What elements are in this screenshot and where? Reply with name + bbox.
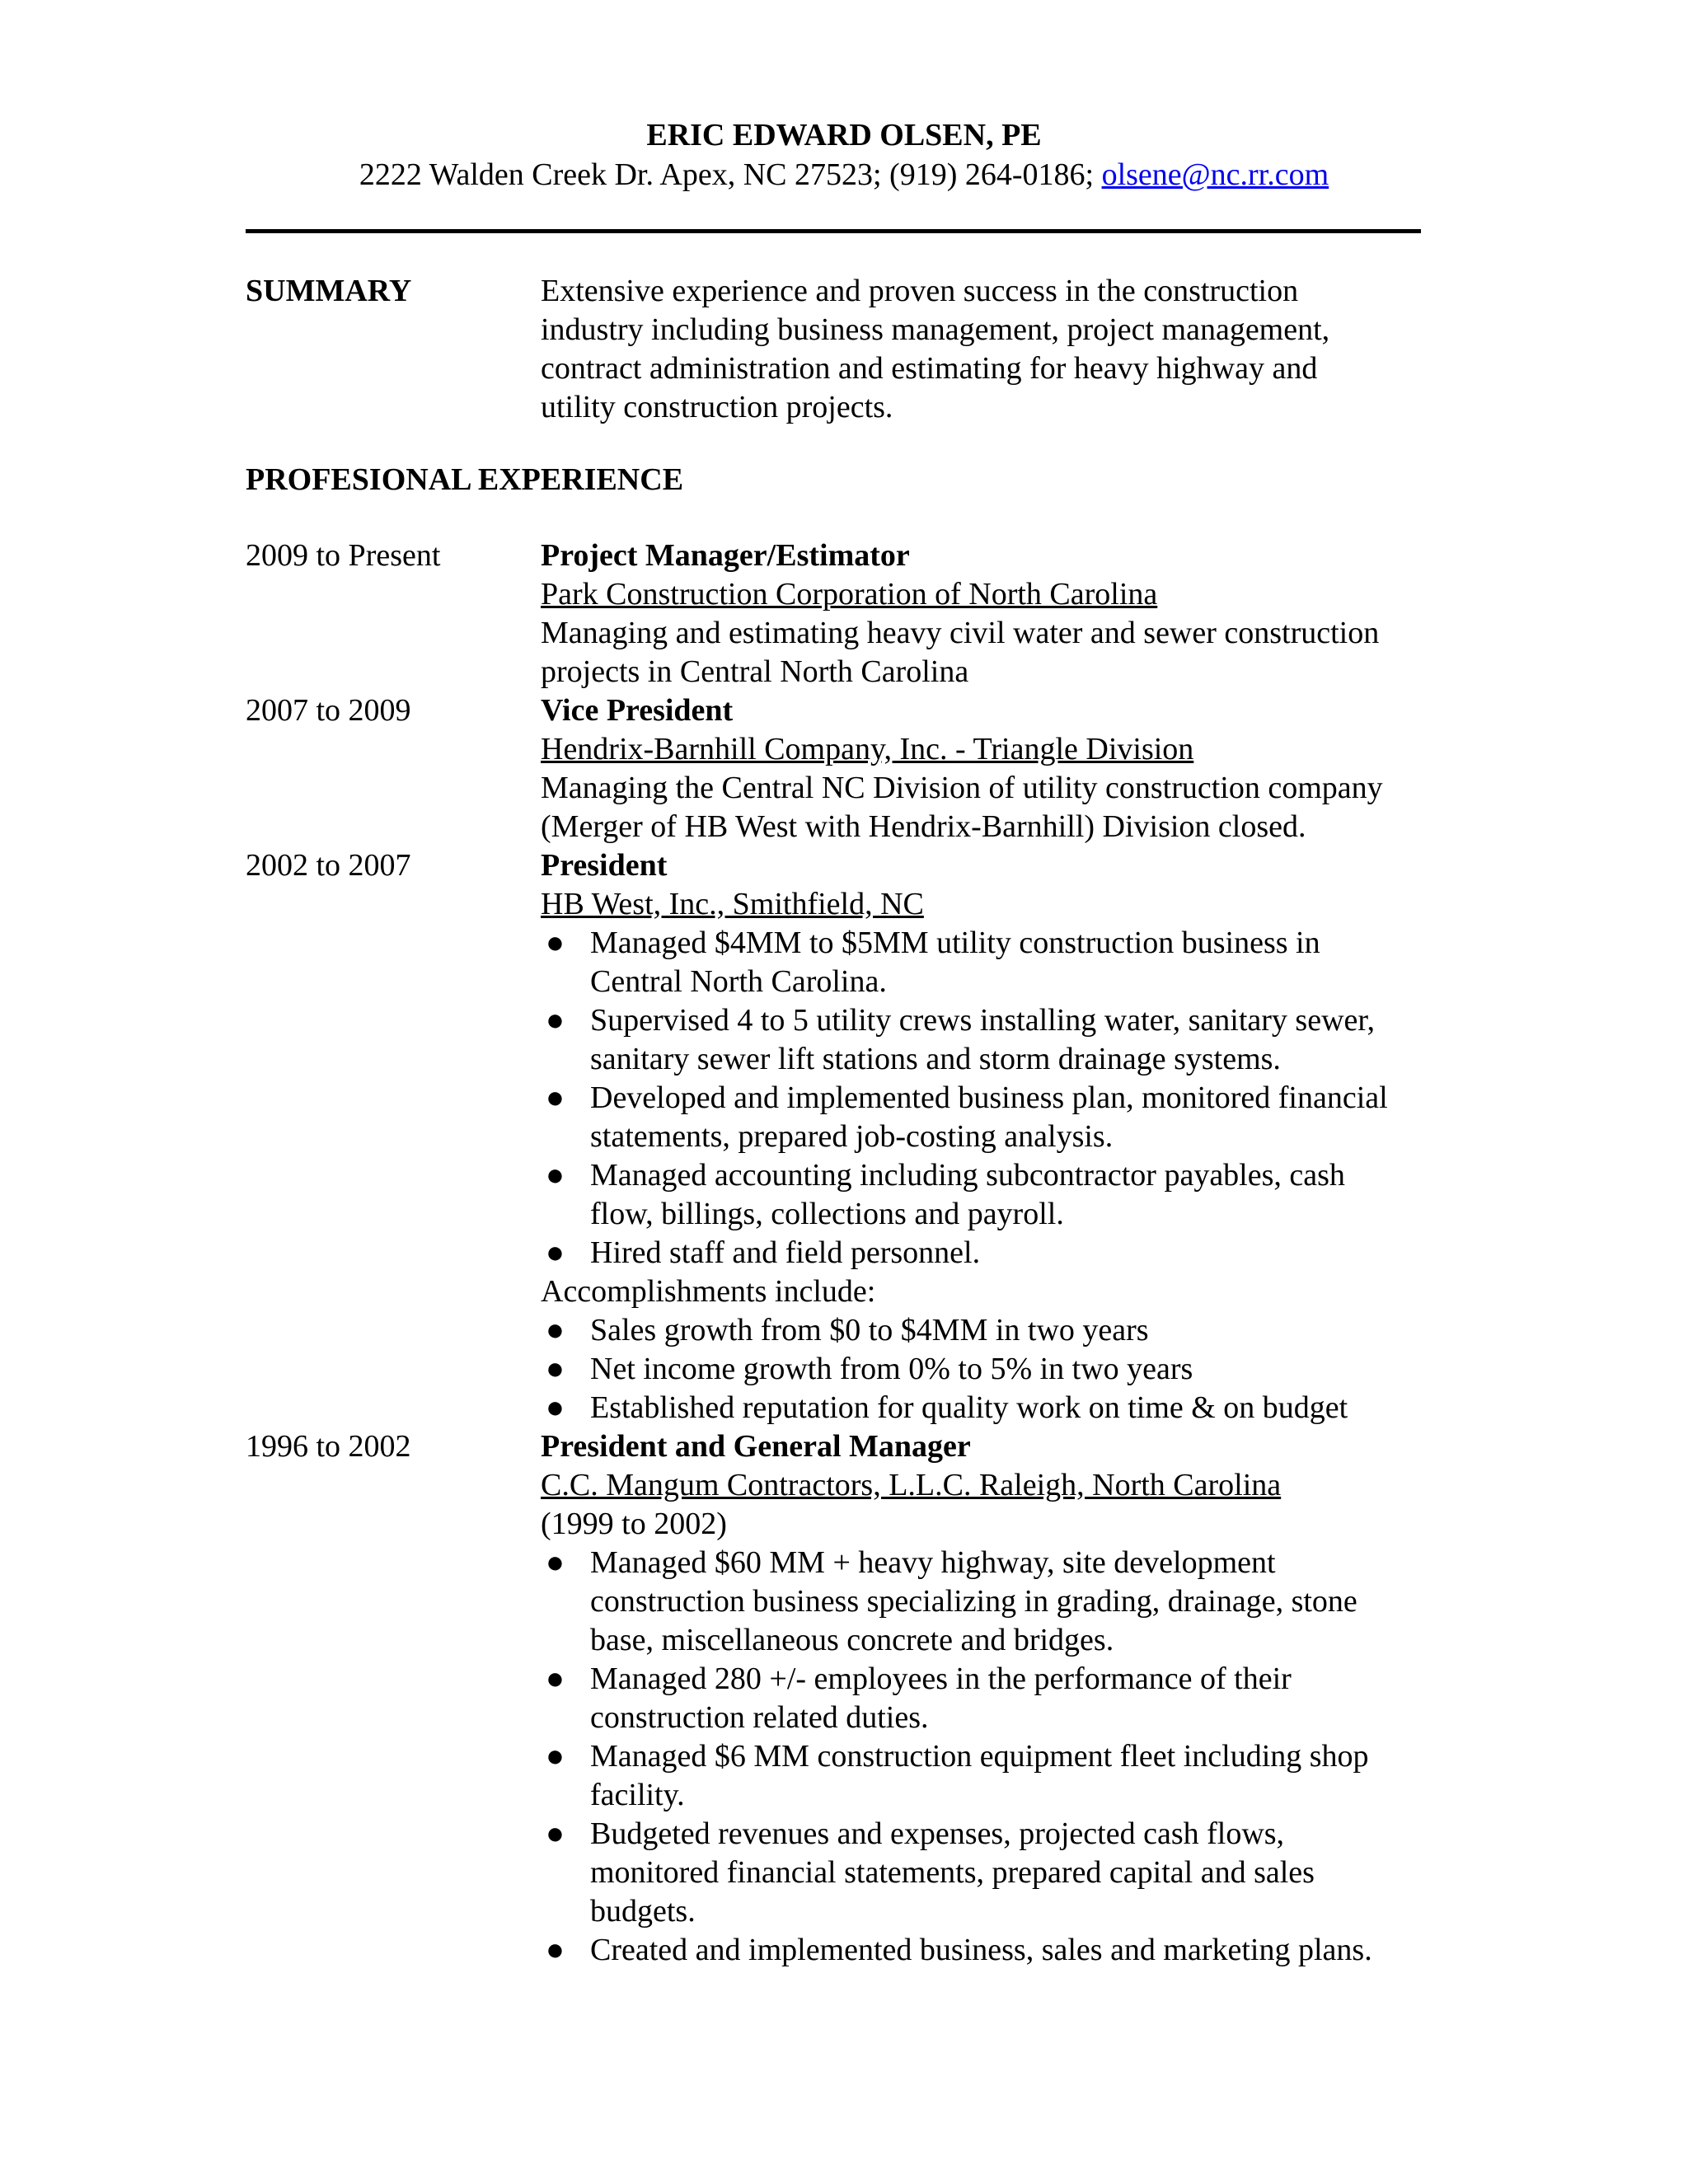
job-entry	[246, 691, 1424, 846]
bullet-icon: ●	[546, 1739, 565, 1774]
job-dates: 2007 to 2009	[246, 693, 411, 728]
bullet-icon: ●	[546, 1661, 565, 1696]
bullet-icon: ●	[546, 1080, 565, 1115]
list-item-text: base, miscellaneous concrete and bridges.	[590, 1623, 1114, 1657]
list-item	[541, 924, 1424, 1001]
list-item-text: Managed $6 MM construction equipment fleet including shop	[590, 1739, 1369, 1774]
list-item-text: Sales growth from $0 to $4MM in two years	[590, 1313, 1149, 1347]
list-item	[541, 1156, 1424, 1234]
summary-line: utility construction projects.	[541, 390, 893, 424]
job-description: Managing the Central NC Division of utility construction company	[541, 771, 1383, 805]
list-item-text: monitored financial statements, prepared capital and sales	[590, 1855, 1315, 1890]
list-item-text: construction related duties.	[590, 1700, 929, 1735]
bullet-icon: ●	[546, 1352, 565, 1386]
resume-header	[0, 115, 1688, 194]
list-item	[541, 1311, 1424, 1350]
list-item-text: Managed 280 +/- employees in the performance of their	[590, 1661, 1292, 1696]
bullet-icon: ●	[546, 1545, 565, 1580]
list-item-text: flow, billings, collections and payroll.	[590, 1197, 1064, 1231]
list-item	[541, 1389, 1424, 1427]
job-company: HB West, Inc., Smithfield, NC	[541, 887, 924, 921]
bullet-icon: ●	[546, 1390, 565, 1425]
experience-list	[246, 537, 1424, 1970]
candidate-name: ERIC EDWARD OLSEN, PE	[646, 118, 1042, 152]
job-subdates: (1999 to 2002)	[541, 1507, 727, 1541]
job-dates: 2009 to Present	[246, 538, 441, 573]
list-item-text: Managed $60 MM + heavy highway, site development	[590, 1545, 1276, 1580]
responsibility-list	[541, 1544, 1424, 1970]
header-divider	[246, 229, 1421, 233]
list-item	[541, 1001, 1424, 1079]
list-item-text: Established reputation for quality work on time & on budget	[590, 1390, 1348, 1425]
address-phone: 2222 Walden Creek Dr. Apex, NC 27523; (919) 264-0186;	[359, 157, 1102, 192]
bullet-icon: ●	[546, 1933, 565, 1967]
job-title: Vice President	[541, 693, 734, 728]
list-item	[541, 1737, 1424, 1815]
job-description: (Merger of HB West with Hendrix-Barnhill) Division closed.	[541, 809, 1306, 844]
job-dates: 1996 to 2002	[246, 1429, 411, 1464]
list-item-text: Net income growth from 0% to 5% in two years	[590, 1352, 1193, 1386]
accomplishment-list	[541, 1311, 1424, 1427]
job-title: President and General Manager	[541, 1429, 971, 1464]
bullet-icon: ●	[546, 1158, 565, 1193]
responsibility-list	[541, 924, 1424, 1272]
summary-text	[541, 272, 1424, 427]
experience-heading-block	[246, 462, 1424, 498]
list-item-text: Managed $4MM to $5MM utility construction business in	[590, 926, 1320, 960]
job-company: Park Construction Corporation of North Carolina	[541, 577, 1158, 612]
job-description: Managing and estimating heavy civil water and sewer construction	[541, 616, 1380, 650]
bullet-icon: ●	[546, 1235, 565, 1270]
list-item-text: budgets.	[590, 1894, 696, 1929]
job-entry	[246, 846, 1424, 1427]
job-title: President	[541, 848, 668, 883]
summary-section	[246, 272, 1424, 427]
job-dates: 2002 to 2007	[246, 848, 411, 883]
contact-line	[0, 155, 1688, 194]
bullet-icon: ●	[546, 1816, 565, 1851]
experience-heading: PROFESIONAL EXPERIENCE	[246, 462, 684, 497]
email-link[interactable]: olsene@nc.rr.com	[1101, 157, 1329, 192]
list-item-text: Supervised 4 to 5 utility crews installing water, sanitary sewer,	[590, 1003, 1376, 1038]
list-item	[541, 1234, 1424, 1272]
list-item	[541, 1660, 1424, 1737]
list-item-text: Central North Carolina.	[590, 964, 887, 999]
job-entry	[246, 1427, 1424, 1970]
job-title: Project Manager/Estimator	[541, 538, 910, 573]
summary-line: Extensive experience and proven success in the construction	[541, 274, 1299, 308]
list-item-text: Hired staff and field personnel.	[590, 1235, 981, 1270]
list-item-text: Managed accounting including subcontractor payables, cash	[590, 1158, 1345, 1193]
list-item	[541, 1350, 1424, 1389]
summary-line: contract administration and estimating for heavy highway and	[541, 351, 1318, 386]
list-item	[541, 1931, 1424, 1970]
summary-line: industry including business management, project management,	[541, 312, 1330, 347]
list-item	[541, 1544, 1424, 1660]
list-item-text: Created and implemented business, sales and marketing plans.	[590, 1933, 1372, 1967]
list-item-text: statements, prepared job-costing analysis.	[590, 1119, 1114, 1154]
job-company: Hendrix-Barnhill Company, Inc. - Triangle Division	[541, 732, 1194, 766]
bullet-icon: ●	[546, 1313, 565, 1347]
job-description: projects in Central North Carolina	[541, 654, 969, 689]
summary-heading: SUMMARY	[246, 274, 412, 308]
list-item-text: Budgeted revenues and expenses, projected cash flows,	[590, 1816, 1285, 1851]
bullet-icon: ●	[546, 1003, 565, 1038]
list-item-text: facility.	[590, 1778, 685, 1812]
list-item-text: construction business specializing in grading, drainage, stone	[590, 1584, 1357, 1619]
accomplishments-label: Accomplishments include:	[541, 1274, 876, 1309]
bullet-icon: ●	[546, 926, 565, 960]
list-item-text: Developed and implemented business plan, monitored financial	[590, 1080, 1388, 1115]
list-item	[541, 1815, 1424, 1931]
job-entry	[246, 537, 1424, 691]
job-company: C.C. Mangum Contractors, L.L.C. Raleigh, North Carolina	[541, 1468, 1282, 1502]
list-item	[541, 1079, 1424, 1156]
list-item-text: sanitary sewer lift stations and storm drainage systems.	[590, 1042, 1281, 1076]
